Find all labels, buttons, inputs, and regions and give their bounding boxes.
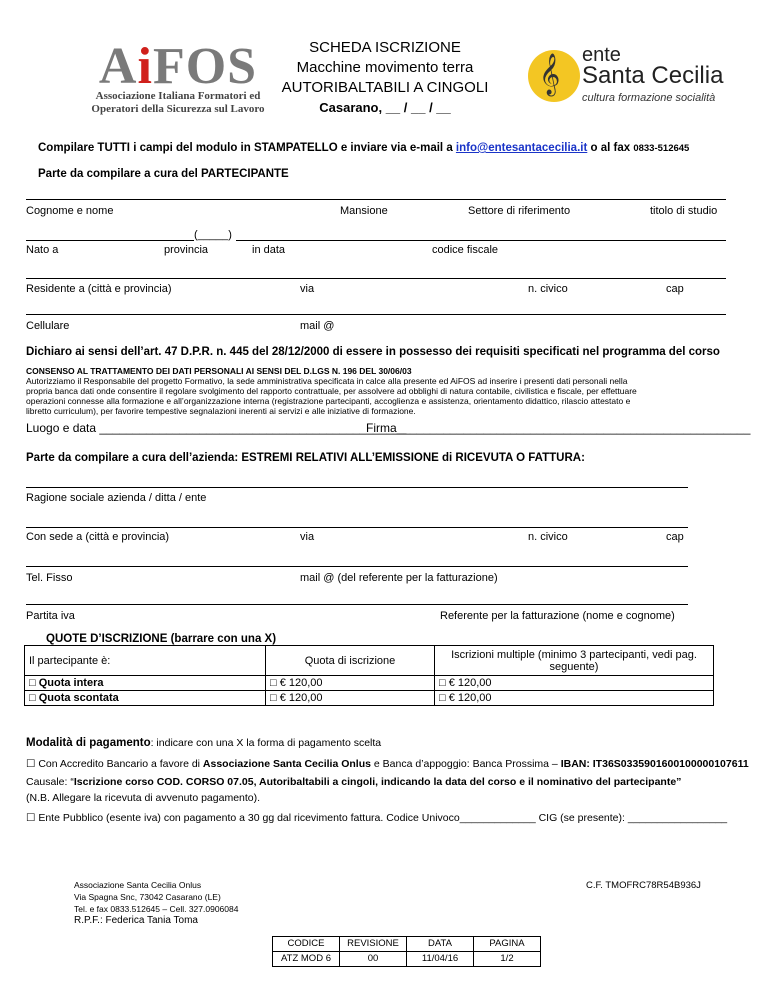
company-line-4[interactable] — [26, 604, 688, 605]
label-provincia: provincia — [164, 244, 209, 256]
label-titolo-studio: titolo di studio — [650, 205, 718, 217]
payment-causale-pre: Causale: “ — [26, 776, 74, 788]
footer-codice: ATZ MOD 6 — [273, 952, 340, 967]
label-via: via — [300, 283, 315, 295]
title-line2: Macchine movimento terra — [296, 59, 474, 76]
santa-logo-tagline: cultura formazione socialità — [582, 92, 716, 104]
company-line-1[interactable] — [26, 487, 688, 488]
payment-bank-assoc: Associazione Santa Cecilia Onlus — [202, 758, 371, 770]
label-civico: n. civico — [528, 283, 568, 295]
footer-data: 11/04/16 — [407, 952, 474, 967]
company-line-2[interactable] — [26, 527, 688, 528]
label-via-azienda: via — [300, 531, 315, 543]
footer-revisione: 00 — [340, 952, 407, 967]
payment-causale — [26, 776, 681, 788]
footer-doc-table — [272, 936, 541, 967]
payment-causale-text: Iscrizione corso COD. CORSO 07.05, Autoribaltabili a cingoli, indicando la data del corso e il nominativo del partecipante” — [73, 776, 682, 788]
label-cellulare: Cellulare — [26, 320, 70, 332]
privacy-line: operazioni connesse alla formazione e all’organizzazione interna (registrazione partecipanti, accoglienza e assistenza, orientamento didattico, rilascio attestato e — [26, 396, 631, 406]
footer-tel: Tel. e fax 0833.512645 – Cell. 327.0906084 — [74, 904, 239, 914]
participant-line-1[interactable] — [26, 199, 726, 200]
santa-logo-ente: ente — [582, 44, 621, 66]
payment-ente-option[interactable]: ☐ Ente Pubblico (esente iva) con pagamento a 30 gg dal ricevimento fattura. Codice Univoco_____________ CIG (se presente): _________________ — [26, 812, 728, 824]
participant-section-title: Parte da compilare a cura del PARTECIPANTE — [38, 168, 289, 180]
quote-table — [24, 645, 714, 706]
participant-line-3[interactable] — [26, 278, 726, 279]
instructions — [38, 142, 689, 154]
quote-price-scontata[interactable]: □ € 120,00 — [266, 691, 435, 706]
payment-bank-option[interactable] — [26, 758, 749, 770]
label-ragione-sociale: Ragione sociale azienda / ditta / ente — [26, 492, 207, 504]
quote-header-multi: Iscrizioni multiple (minimo 3 partecipanti, vedi pag. seguente) — [435, 646, 714, 676]
company-line-3[interactable] — [26, 566, 688, 567]
label-settore: Settore di riferimento — [468, 205, 571, 217]
privacy-line: Autorizziamo il Responsabile del progetto Formativo, la sede amministrativa specificata in calce alla presente ed AiFOS ad inserire i presenti dati personali nella — [26, 376, 628, 386]
field-nato-a[interactable] — [26, 240, 194, 241]
instructions-fax-label: o al fax — [587, 142, 634, 154]
footer-th-codice: CODICE — [273, 937, 340, 952]
title-line3: AUTORIBALTABILI A CINGOLI — [281, 79, 489, 96]
payment-heading — [26, 737, 381, 749]
field-provincia[interactable]: (_____) — [194, 229, 232, 241]
footer-org: Associazione Santa Cecilia Onlus — [74, 880, 202, 890]
santa-logo-name: Santa Cecilia — [582, 62, 724, 89]
luogo-data-field[interactable]: Luogo e data ______________________________________________ — [26, 421, 407, 435]
payment-bank-mid: e Banca d’appoggio: Banca Prossima – — [370, 758, 561, 770]
title-line1: SCHEDA ISCRIZIONE — [309, 39, 461, 56]
payment-iban: IBAN: IT36S0335901600100000107611 — [560, 758, 749, 770]
declaration: Dichiaro ai sensi dell’art. 47 D.P.R. n. 445 del 28/12/2000 di essere in possesso dei requisiti specificati nel programma del corso — [26, 346, 720, 358]
firma-field[interactable]: Firma_____________________________________________________ — [366, 421, 751, 435]
payment-note: (N.B. Allegare la ricevuta di avvenuto pagamento). — [26, 792, 261, 804]
quote-option-intera[interactable]: □ Quota intera — [25, 676, 266, 691]
label-tel-fisso: Tel. Fisso — [26, 572, 73, 584]
payment-subtitle: : indicare con una X la forma di pagamento scelta — [150, 737, 382, 749]
payment-title: Modalità di pagamento — [26, 737, 151, 749]
label-civico-azienda: n. civico — [528, 531, 568, 543]
email-link[interactable]: info@entesantacecilia.it — [455, 142, 588, 154]
label-in-data: in data — [252, 244, 286, 256]
quote-title: QUOTE D’ISCRIZIONE (barrare con una X) — [46, 633, 277, 645]
payment-bank-pre: ☐ Con Accredito Bancario a favore di — [26, 758, 203, 770]
privacy-block — [26, 366, 746, 416]
aifos-logo-word: AiFOS — [98, 38, 258, 95]
label-mail-referente: mail @ (del referente per la fatturazione) — [300, 572, 498, 584]
footer-th-data: DATA — [407, 937, 474, 952]
quote-multi-intera[interactable]: □ € 120,00 — [435, 676, 714, 691]
form-title — [272, 38, 498, 118]
footer-address: Via Spagna Snc, 73042 Casarano (LE) — [74, 892, 221, 902]
participant-line-4[interactable] — [26, 314, 726, 315]
footer-rpf: R.P.F.: Federica Tania Toma — [74, 915, 198, 926]
footer-org-block — [74, 879, 238, 927]
label-cap: cap — [666, 283, 684, 295]
aifos-logo — [88, 38, 268, 116]
label-nato-a: Nato a — [26, 244, 59, 256]
field-data-cf[interactable] — [236, 240, 726, 241]
label-mansione: Mansione — [340, 205, 388, 217]
label-mail: mail @ — [300, 320, 335, 332]
quote-price-intera[interactable]: □ € 120,00 — [266, 676, 435, 691]
label-cognome-nome: Cognome e nome — [26, 205, 114, 217]
label-codice-fiscale: codice fiscale — [432, 244, 499, 256]
footer-cf: C.F. TMOFRC78R54B936J — [586, 880, 701, 891]
footer-th-pagina: PAGINA — [474, 937, 541, 952]
label-partita-iva: Partita iva — [26, 610, 75, 622]
quote-option-scontata[interactable]: □ Quota scontata — [25, 691, 266, 706]
treble-clef-icon: 𝄞 — [539, 54, 561, 95]
fax-number: 0833-512645 — [633, 143, 690, 154]
company-section-title: Parte da compilare a cura dell’azienda: ESTREMI RELATIVI ALL’EMISSIONE di RICEVUTA O FATTURA: — [26, 452, 585, 464]
label-residente: Residente a (città e provincia) — [26, 283, 172, 295]
quote-multi-scontata[interactable]: □ € 120,00 — [435, 691, 714, 706]
privacy-line: propria banca dati onde consentire il regolare svolgimento del rapporto contrattuale, per assolvere ad obblighi di natura contabile, civilistica e fiscale, per effettuare — [26, 386, 637, 396]
label-referente: Referente per la fatturazione (nome e cognome) — [440, 610, 675, 622]
privacy-title: CONSENSO AL TRATTAMENTO DEI DATI PERSONALI AI SENSI DEL D.LGS N. 196 DEL 30/06/03 — [26, 366, 412, 376]
label-sede: Con sede a (città e provincia) — [26, 531, 170, 543]
footer-pagina: 1/2 — [474, 952, 541, 967]
title-line4: Casarano, __ / __ / __ — [319, 100, 451, 115]
quote-header-fee: Quota di iscrizione — [266, 646, 435, 676]
footer-th-revisione: REVISIONE — [340, 937, 407, 952]
label-cap-azienda: cap — [666, 531, 684, 543]
privacy-line: libretto curriculum), per favorire tempestive segnalazioni inerenti ai servizi e alle iniziative di formazione. — [26, 406, 416, 416]
instructions-text: Compilare TUTTI i campi del modulo in STAMPATELLO e inviare via e-mail a — [38, 142, 456, 154]
quote-header-participant: Il partecipante è: — [25, 646, 266, 676]
aifos-logo-sub1: Associazione Italiana Formatori ed — [95, 90, 261, 102]
aifos-logo-sub2: Operatori della Sicurezza sul Lavoro — [91, 103, 265, 115]
